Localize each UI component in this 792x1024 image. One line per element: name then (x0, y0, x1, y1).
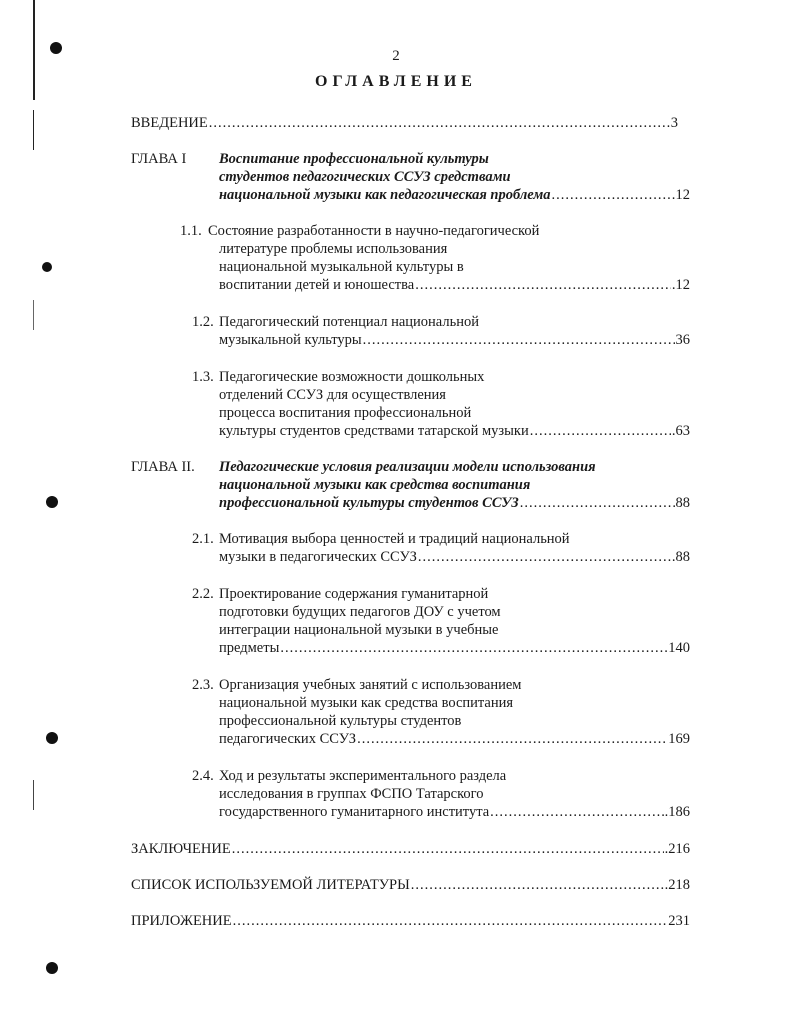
leader-dots (530, 422, 671, 440)
toc-entry-section-2-2[interactable] (219, 639, 690, 657)
page-number: 2 (392, 48, 400, 64)
leader-dots (552, 186, 675, 204)
chapter-title-line: Педагогические условия реализации модели использования (219, 459, 596, 475)
section-title-line: Мотивация выбора ценностей и традиций национальной (219, 531, 570, 547)
section-title-line: подготовки будущих педагогов ДОУ с учетом (219, 604, 501, 620)
section-title-line: профессиональной культуры студентов (219, 713, 462, 729)
toc-entry-page: 88 (675, 495, 690, 511)
binder-hole-icon (46, 962, 58, 974)
toc-entry-conclusion[interactable] (131, 840, 690, 858)
toc-entry-section-1-3[interactable] (219, 422, 690, 440)
section-title-line: исследования в группах ФСПО Татарского (219, 786, 484, 802)
toc-entry-page: 3 (670, 115, 678, 131)
section-title-line: педагогических ССУЗ (219, 731, 357, 747)
section-title-line: Педагогический потенциал национальной (219, 314, 479, 330)
chapter-label: ГЛАВА II. (131, 459, 195, 475)
section-number: 2.3. (192, 677, 214, 693)
toc-entry-label: СПИСОК ИСПОЛЬЗУЕМОЙ ЛИТЕРАТУРЫ (131, 877, 410, 893)
chapter-title-line: национальной музыки как педагогическая проблема (219, 187, 551, 203)
toc-entry-section-2-4[interactable] (219, 803, 690, 821)
section-number: 1.1. (180, 223, 202, 239)
toc-entry-page: 231 (668, 913, 690, 929)
toc-entry-appendix[interactable] (131, 912, 690, 930)
section-title-line: культуры студентов средствами татарской музыки (219, 423, 529, 439)
scan-edge-line (33, 110, 34, 150)
toc-entry-section-1-1[interactable] (219, 276, 690, 294)
section-title-line: процесса воспитания профессиональной (219, 405, 472, 421)
leader-dots (415, 276, 671, 294)
section-number: 1.3. (192, 369, 214, 385)
leader-dots (232, 840, 664, 858)
toc-entry-section-2-1[interactable] (219, 548, 690, 566)
chapter-title-line: национальной музыки как средства воспитания (219, 477, 531, 493)
section-number: 2.2. (192, 586, 214, 602)
chapter-title-line: Воспитание профессиональной культуры (219, 151, 489, 167)
section-title-line: государственного гуманитарного института (219, 804, 490, 820)
leader-dots (357, 730, 667, 748)
section-title-line: Состояние разработанности в научно-педагогической (208, 223, 540, 239)
leader-dots (490, 803, 663, 821)
toc-entry-page: .63 (671, 423, 690, 439)
leader-dots (411, 876, 664, 894)
toc-entry-page: 169 (668, 731, 690, 747)
page-title: ОГЛАВЛЕНИЕ (315, 73, 477, 90)
section-title-line: музыкальной культуры (219, 332, 362, 348)
section-title-line: предметы (219, 640, 280, 656)
toc-entry-label: ЗАКЛЮЧЕНИЕ (131, 841, 231, 857)
section-title-line: интеграции национальной музыки в учебные (219, 622, 499, 638)
scan-edge-line (33, 780, 34, 810)
leader-dots (418, 548, 671, 566)
section-title-line: воспитании детей и юношества (219, 277, 415, 293)
section-title-line: Организация учебных занятий с использованием (219, 677, 522, 693)
section-title-line: Педагогические возможности дошкольных (219, 369, 485, 385)
toc-entry-chapter-2[interactable] (219, 494, 690, 512)
toc-entry-page: 140 (668, 640, 690, 656)
toc-entry-page: .186 (664, 804, 690, 820)
section-title-line: национальной музыкальной культуры в (219, 259, 464, 275)
toc-entry-label: ПРИЛОЖЕНИЕ (131, 913, 232, 929)
chapter-label: ГЛАВА I (131, 151, 187, 167)
binder-hole-icon (42, 262, 52, 272)
binder-hole-icon (46, 496, 58, 508)
toc-entry-label: ВВЕДЕНИЕ (131, 115, 208, 131)
section-number: 1.2. (192, 314, 214, 330)
toc-entry-section-1-2[interactable] (219, 331, 690, 349)
toc-entry-page: .218 (664, 877, 690, 893)
binder-hole-icon (46, 732, 58, 744)
section-number: 2.4. (192, 768, 214, 784)
toc-entry-page: .216 (664, 841, 690, 857)
leader-dots (209, 114, 670, 132)
section-title-line: национальной музыки как средства воспитания (219, 695, 514, 711)
toc-entry-page: 12 (675, 187, 690, 203)
section-title-line: литературе проблемы использования (219, 241, 448, 257)
chapter-title-line: профессиональной культуры студентов ССУЗ (219, 495, 519, 511)
toc-entry-references[interactable] (131, 876, 690, 894)
section-title-line: Ход и результаты экспериментального раздела (219, 768, 507, 784)
leader-dots (233, 912, 668, 930)
toc-entry-introduction[interactable] (131, 114, 678, 132)
section-title-line: отделений ССУЗ для осуществления (219, 387, 446, 403)
leader-dots (280, 639, 667, 657)
toc-entry-page: .88 (671, 549, 690, 565)
toc-entry-section-2-3[interactable] (219, 730, 690, 748)
section-title-line: музыки в педагогических ССУЗ (219, 549, 417, 565)
toc-entry-page: .12 (671, 277, 690, 293)
toc-entry-page: 36 (675, 332, 690, 348)
section-number: 2.1. (192, 531, 214, 547)
chapter-title-line: студентов педагогических ССУЗ средствами (219, 169, 511, 185)
leader-dots (363, 331, 675, 349)
toc-entry-chapter-1[interactable] (219, 186, 690, 204)
scan-edge-line (33, 300, 34, 330)
section-title-line: Проектирование содержания гуманитарной (219, 586, 489, 602)
leader-dots (520, 494, 675, 512)
